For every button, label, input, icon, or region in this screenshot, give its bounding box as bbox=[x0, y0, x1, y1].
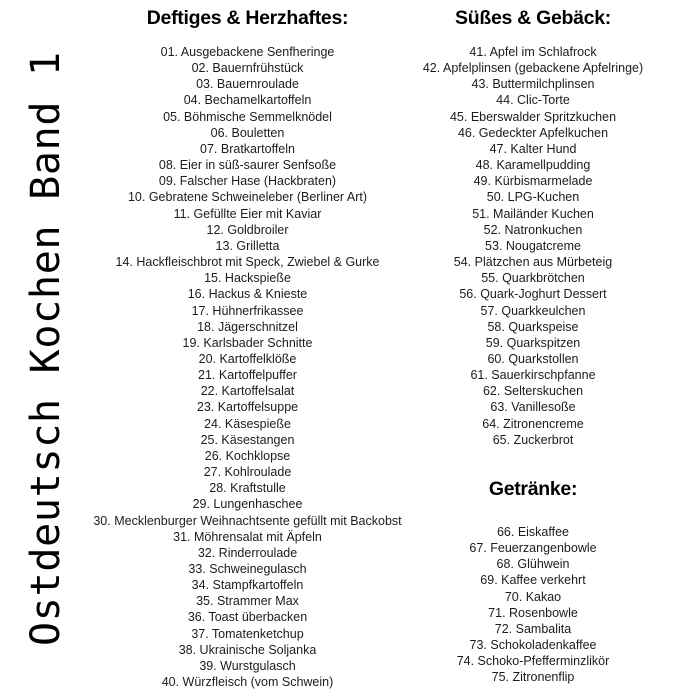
list-item: 11. Gefüllte Eier mit Kaviar bbox=[173, 206, 322, 221]
list-item: 42. Apfelplinsen (gebackene Apfelringe) bbox=[422, 61, 644, 76]
book-title-vertical: Ostdeutsch Kochen Band 1 bbox=[23, 51, 69, 646]
list-item: 53. Nougatcreme bbox=[485, 238, 581, 253]
list-item: 04. Bechamelkartoffeln bbox=[183, 93, 312, 108]
list-item: 01. Ausgebackene Senfheringe bbox=[160, 45, 335, 59]
list-item: 60. Quarkstollen bbox=[487, 351, 579, 366]
list-item: 55. Quarkbrötchen bbox=[481, 271, 585, 286]
list-item: 75. Zitronenflip bbox=[491, 670, 575, 685]
list-item: 27. Kohlroulade bbox=[203, 465, 292, 480]
list-item: 61. Sauerkirschpfanne bbox=[470, 368, 596, 383]
list-item: 63. Vanillesoße bbox=[490, 400, 576, 415]
list-item: 25. Käsestangen bbox=[200, 432, 295, 447]
list-item: 33. Schweinegulasch bbox=[188, 562, 307, 576]
list-item: 20. Kartoffelklöße bbox=[198, 351, 297, 366]
list-item: 43. Buttermilchplinsen bbox=[471, 77, 595, 92]
list-item: 28. Kraftstulle bbox=[209, 481, 286, 496]
list-item: 59. Quarkspitzen bbox=[485, 335, 581, 350]
list-item: 19. Karlsbader Schnitte bbox=[182, 335, 313, 350]
list-item: 21. Kartoffelpuffer bbox=[198, 368, 297, 383]
list-item: 73. Schokoladenkaffee bbox=[469, 638, 597, 652]
list-item: 37. Tomatenketchup bbox=[191, 626, 304, 641]
list-item: 50. LPG-Kuchen bbox=[486, 190, 580, 205]
list-item: 31. Möhrensalat mit Äpfeln bbox=[173, 529, 322, 544]
toc-column-left bbox=[85, 8, 410, 690]
section-heading-suesses-gebaeck: Süßes & Gebäck: bbox=[455, 7, 611, 29]
section-heading-deftiges-herzhaftes: Deftiges & Herzhaftes: bbox=[146, 7, 349, 29]
list-item: 10. Gebratene Schweineleber (Berliner Art) bbox=[127, 190, 367, 205]
list-item: 34. Stampfkartoffeln bbox=[191, 578, 304, 593]
list-item: 57. Quarkkeulchen bbox=[480, 303, 586, 318]
list-item: 35. Strammer Max bbox=[196, 594, 299, 609]
list-item: 08. Eier in süß-saurer Senfsoße bbox=[158, 158, 337, 173]
list-item: 22. Kartoffelsalat bbox=[200, 384, 295, 399]
list-item: 69. Kaffee verkehrt bbox=[480, 573, 586, 588]
list-item: 02. Bauernfrühstück bbox=[191, 61, 304, 76]
list-item: 07. Bratkartoffeln bbox=[200, 141, 295, 156]
list-item: 51. Mailänder Kuchen bbox=[472, 206, 594, 221]
toc-list-getraenke bbox=[421, 524, 645, 686]
list-item: 65. Zuckerbrot bbox=[492, 432, 574, 447]
list-item: 09. Falscher Hase (Hackbraten) bbox=[158, 174, 337, 189]
list-item: 18. Jägerschnitzel bbox=[197, 319, 298, 334]
toc-column-right bbox=[421, 8, 645, 685]
list-item: 72. Sambalita bbox=[494, 621, 572, 636]
list-item: 74. Schoko-Pfefferminzlikör bbox=[456, 654, 610, 669]
list-item: 68. Glühwein bbox=[496, 557, 570, 572]
list-item: 48. Karamellpudding bbox=[475, 158, 591, 173]
toc-list-suesses-gebaeck bbox=[421, 44, 645, 448]
list-item: 23. Kartoffelsuppe bbox=[196, 400, 299, 415]
list-item: 17. Hühnerfrikassee bbox=[191, 303, 304, 318]
list-item: 52. Natronkuchen bbox=[483, 222, 583, 237]
list-item: 70. Kakao bbox=[504, 589, 562, 604]
list-item: 58. Quarkspeise bbox=[487, 319, 579, 334]
list-item: 38. Ukrainische Soljanka bbox=[178, 642, 317, 657]
list-item: 71. Rosenbowle bbox=[488, 605, 578, 620]
list-item: 29. Lungenhaschee bbox=[192, 497, 303, 512]
list-item: 13. Grilletta bbox=[215, 238, 280, 253]
list-item: 64. Zitronencreme bbox=[482, 416, 584, 431]
list-item: 15. Hackspieße bbox=[204, 271, 291, 286]
list-item: 24. Käsespieße bbox=[204, 416, 291, 431]
list-item: 47. Kalter Hund bbox=[489, 141, 577, 156]
list-item: 32. Rinderroulade bbox=[197, 545, 298, 560]
list-item: 03. Bauernroulade bbox=[196, 77, 299, 92]
list-item: 46. Gedeckter Apfelkuchen bbox=[457, 125, 609, 140]
list-item: 44. Clic-Torte bbox=[496, 93, 570, 108]
list-item: 45. Eberswalder Spritzkuchen bbox=[449, 109, 617, 124]
list-item: 62. Selterskuchen bbox=[482, 384, 584, 399]
list-item: 30. Mecklenburger Weihnachtsente gefüllt mit Backobst bbox=[93, 513, 402, 528]
list-item: 05. Böhmische Semmelknödel bbox=[163, 109, 332, 124]
list-item: 26. Kochklopse bbox=[204, 448, 291, 463]
list-item: 67. Feuerzangenbowle bbox=[469, 541, 597, 556]
list-item: 49. Kürbismarmelade bbox=[473, 174, 593, 189]
toc-list-deftiges-herzhaftes bbox=[85, 44, 410, 690]
section-heading-getraenke: Getränke: bbox=[488, 477, 578, 500]
list-item: 06. Bouletten bbox=[210, 125, 285, 140]
list-item: 39. Wurstgulasch bbox=[199, 658, 296, 673]
list-item: 40. Würzfleisch (vom Schwein) bbox=[161, 675, 334, 690]
list-item: 14. Hackfleischbrot mit Speck, Zwiebel & Gurke bbox=[115, 255, 380, 270]
list-item: 12. Goldbroiler bbox=[206, 222, 289, 237]
list-item: 41. Apfel im Schlafrock bbox=[469, 45, 597, 59]
list-item: 16. Hackus & Knieste bbox=[187, 287, 308, 302]
list-item: 66. Eiskaffee bbox=[496, 524, 570, 539]
list-item: 54. Plätzchen aus Mürbeteig bbox=[453, 255, 613, 270]
list-item: 36. Toast überbacken bbox=[187, 610, 308, 625]
list-item: 56. Quark-Joghurt Dessert bbox=[459, 287, 607, 302]
